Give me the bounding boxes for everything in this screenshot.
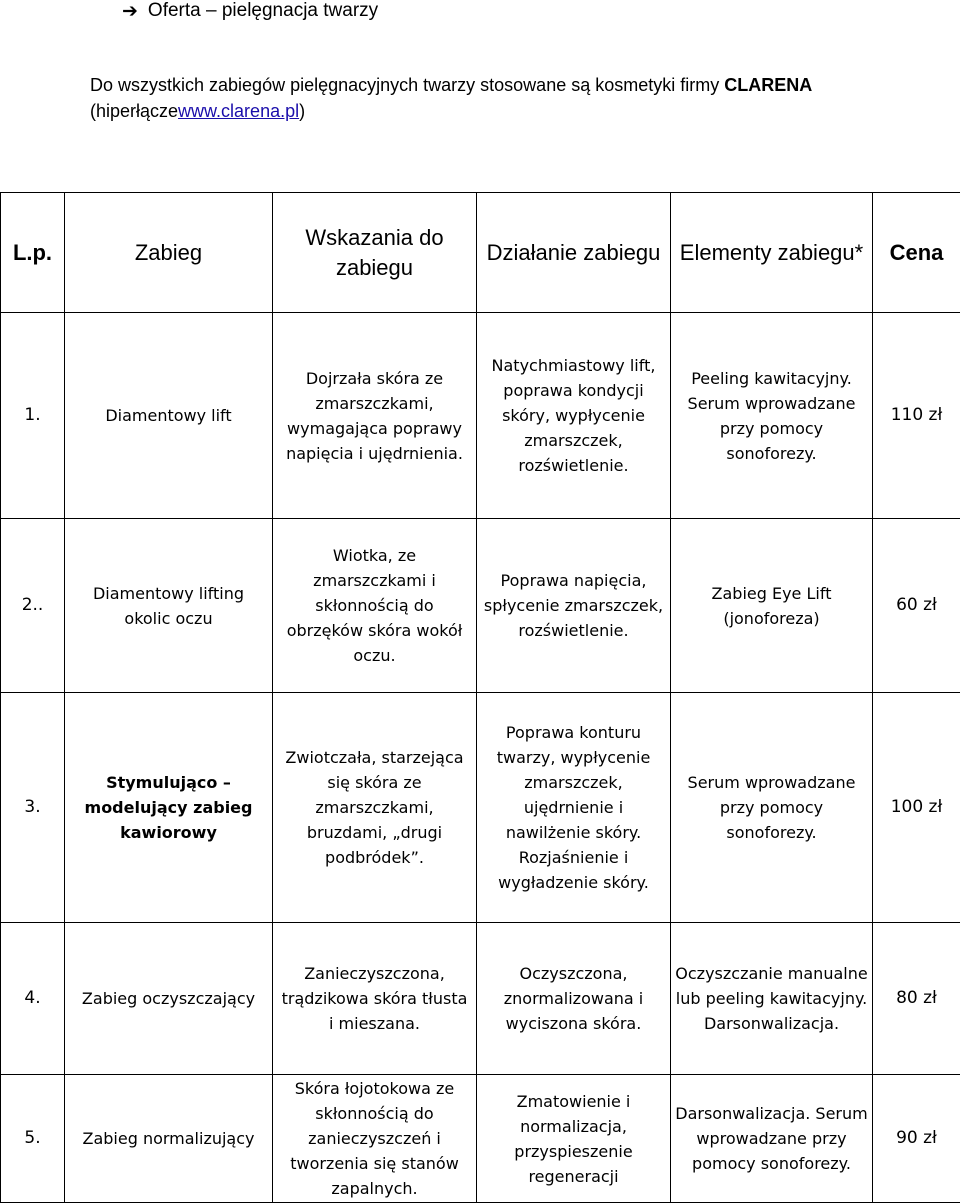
header-cena: Cena bbox=[873, 193, 960, 313]
row-wskazania: Dojrzała skóra ze zmarszczkami, wymagająca poprawy napięcia i ujędrnienia. bbox=[273, 313, 477, 519]
row-elementy: Oczyszczanie manualne lub peeling kawitacyjny. Darsonwalizacja. bbox=[671, 923, 873, 1075]
row-zabieg: Diamentowy lift bbox=[65, 313, 273, 519]
table-header-row bbox=[1, 193, 960, 313]
row-wskazania: Zwiotczała, starzejąca się skóra ze zmarszczkami, bruzdami, „drugi podbródek”. bbox=[273, 693, 477, 923]
row-dzialanie: Poprawa konturu twarzy, wypłycenie zmarszczek, ujędrnienie i nawilżenie skóry. Rozjaśnienie i wygładzenie skóry. bbox=[477, 693, 671, 923]
row-dzialanie: Poprawa napięcia, spłycenie zmarszczek, rozświetlenie. bbox=[477, 519, 671, 693]
arrow-right-icon: ➔ bbox=[122, 2, 138, 21]
table-row bbox=[1, 923, 960, 1075]
section-heading-text: Oferta – pielęgnacja twarzy bbox=[148, 0, 378, 22]
row-wskazania: Zanieczyszczona, trądzikowa skóra tłusta i mieszana. bbox=[273, 923, 477, 1075]
row-cena: 80 zł bbox=[873, 923, 960, 1075]
row-elementy: Zabieg Eye Lift (jonoforeza) bbox=[671, 519, 873, 693]
row-lp: 1. bbox=[1, 313, 65, 519]
row-cena: 90 zł bbox=[873, 1075, 960, 1203]
row-wskazania: Wiotka, ze zmarszczkami i skłonnością do obrzęków skóra wokół oczu. bbox=[273, 519, 477, 693]
table-row bbox=[1, 1075, 960, 1203]
intro-link-prefix: (hiperłącze bbox=[90, 101, 178, 121]
row-dzialanie: Oczyszczona, znormalizowana i wyciszona skóra. bbox=[477, 923, 671, 1075]
row-zabieg: Stymulująco – modelujący zabieg kawiorowy bbox=[65, 693, 273, 923]
row-lp: 5. bbox=[1, 1075, 65, 1203]
row-zabieg: Zabieg oczyszczający bbox=[65, 923, 273, 1075]
header-dzialanie: Działanie zabiegu bbox=[477, 193, 671, 313]
row-zabieg: Zabieg normalizujący bbox=[65, 1075, 273, 1203]
intro-link-suffix: ) bbox=[299, 101, 305, 121]
row-cena: 60 zł bbox=[873, 519, 960, 693]
row-dzialanie: Natychmiastowy lift, poprawa kondycji skóry, wypłycenie zmarszczek, rozświetlenie. bbox=[477, 313, 671, 519]
row-lp: 2.. bbox=[1, 519, 65, 693]
row-elementy: Serum wprowadzane przy pomocy sonoforezy. bbox=[671, 693, 873, 923]
clarena-link[interactable]: www.clarena.pl bbox=[178, 101, 299, 121]
treatments-table bbox=[0, 192, 960, 1203]
row-lp: 3. bbox=[1, 693, 65, 923]
row-zabieg: Diamentowy lifting okolic oczu bbox=[65, 519, 273, 693]
row-cena: 110 zł bbox=[873, 313, 960, 519]
header-lp: L.p. bbox=[1, 193, 65, 313]
header-elementy: Elementy zabiegu* bbox=[671, 193, 873, 313]
row-elementy: Darsonwalizacja. Serum wprowadzane przy pomocy sonoforezy. bbox=[671, 1075, 873, 1203]
header-wskazania: Wskazania do zabiegu bbox=[273, 193, 477, 313]
brand-name: CLARENA bbox=[724, 75, 812, 95]
row-wskazania: Skóra łojotokowa ze skłonnością do zanieczyszczeń i tworzenia się stanów zapalnych. bbox=[273, 1075, 477, 1203]
intro-paragraph bbox=[90, 72, 890, 124]
section-heading bbox=[122, 0, 378, 22]
row-dzialanie: Zmatowienie i normalizacja, przyspieszenie regeneracji bbox=[477, 1075, 671, 1203]
row-cena: 100 zł bbox=[873, 693, 960, 923]
row-elementy: Peeling kawitacyjny. Serum wprowadzane przy pomocy sonoforezy. bbox=[671, 313, 873, 519]
table-row bbox=[1, 693, 960, 923]
header-zabieg: Zabieg bbox=[65, 193, 273, 313]
intro-text: Do wszystkich zabiegów pielęgnacyjnych twarzy stosowane są kosmetyki firmy bbox=[90, 75, 724, 95]
row-lp: 4. bbox=[1, 923, 65, 1075]
table-row bbox=[1, 313, 960, 519]
table-row bbox=[1, 519, 960, 693]
